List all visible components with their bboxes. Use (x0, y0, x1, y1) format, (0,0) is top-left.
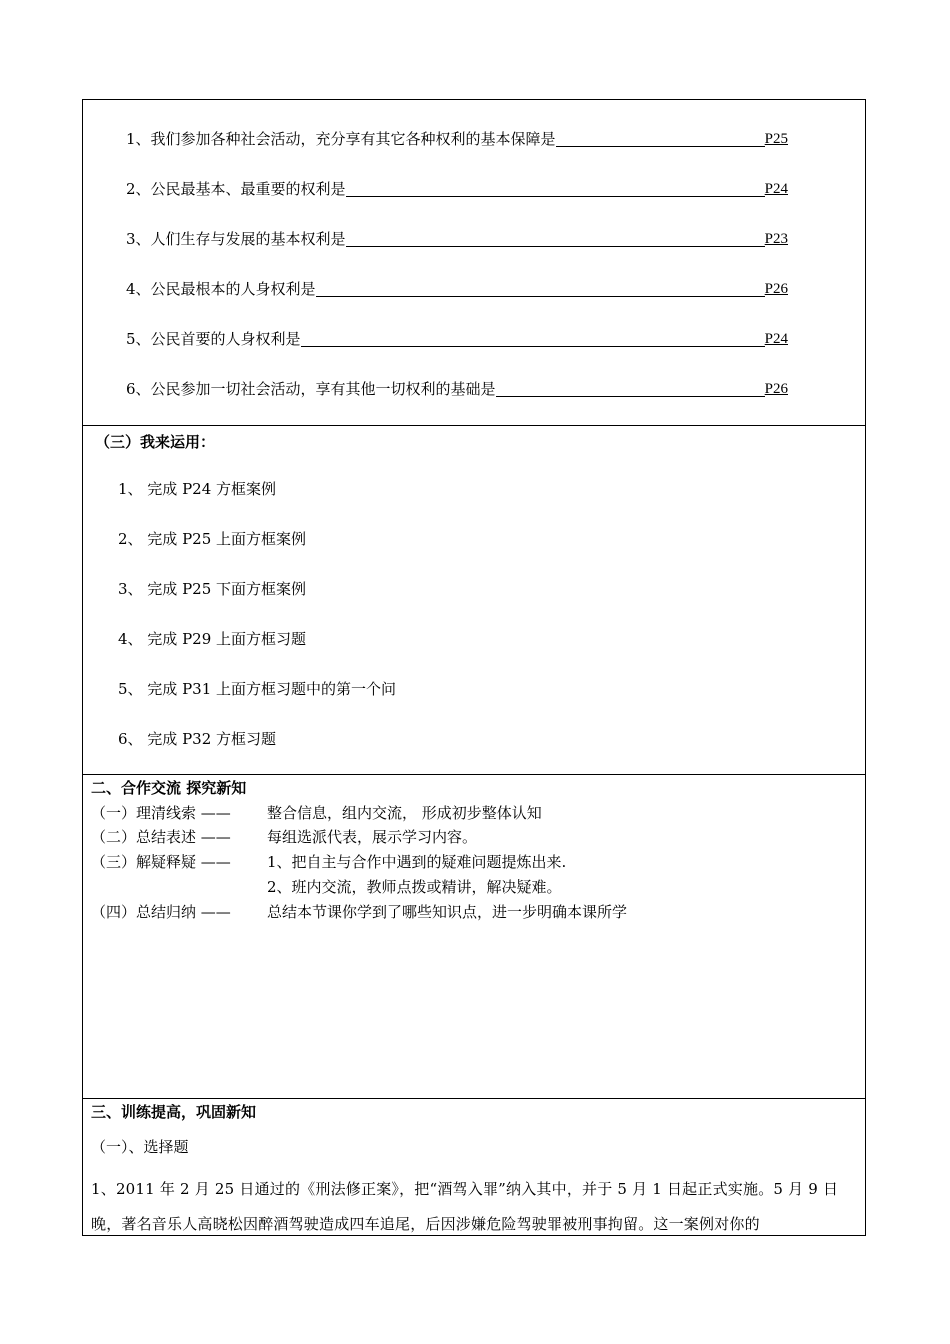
list-item: 3、 完成 P25 下面方框案例 (118, 580, 307, 598)
step-row: （三）解疑释疑 —— 1、把自主与合作中遇到的疑难问题提炼出来. (91, 853, 567, 871)
answer-blank[interactable] (556, 129, 765, 147)
list-item: 2、 完成 P25 上面方框案例 (118, 530, 307, 548)
answer-blank[interactable] (316, 279, 765, 297)
step-row: 2、班内交流，教师点拨或精讲，解决疑难。 (267, 878, 562, 896)
question-2: 2、公民最基本、最重要的权利是 P24 (126, 180, 788, 198)
question-5: 5、公民首要的人身权利是 P24 (126, 330, 788, 348)
list-item: 6、 完成 P32 方框习题 (118, 730, 277, 748)
question-6: 6、公民参加一切社会活动，享有其他一切权利的基础是 P26 (126, 380, 788, 398)
question-1: 1、我们参加各种社会活动，充分享有其它各种权利的基本保障是 P25 (126, 130, 788, 148)
worksheet-table (82, 99, 866, 1236)
list-item: 5、 完成 P31 上面方框习题中的第一个问 (118, 680, 397, 698)
question-4: 4、公民最根本的人身权利是 P26 (126, 280, 788, 298)
practice-section-cell (83, 1098, 865, 1237)
section-heading: （三）我来运用： (95, 433, 216, 451)
list-item: 1、 完成 P24 方框案例 (118, 480, 277, 498)
step-row: （四）总结归纳 —— 总结本节课你学到了哪些知识点，进一步明确本课所学 (91, 903, 628, 921)
list-item: 4、 完成 P29 上面方框习题 (118, 630, 307, 648)
step-row: （一）理清线索 —— 整合信息，组内交流， 形成初步整体认知 (91, 804, 542, 822)
cooperation-section-cell (83, 774, 865, 1098)
section-heading: 二、合作交流 探究新知 (91, 779, 247, 797)
question-3: 3、人们生存与发展的基本权利是 P23 (126, 230, 788, 248)
fill-in-questions-cell (83, 100, 865, 425)
apply-section-cell (83, 425, 865, 774)
step-row: （二）总结表述 —— 每组选派代表，展示学习内容。 (91, 828, 478, 846)
answer-blank[interactable] (301, 329, 765, 347)
answer-blank[interactable] (346, 229, 765, 247)
answer-blank[interactable] (496, 379, 765, 397)
answer-blank[interactable] (346, 179, 765, 197)
subheading: （一）、选择题 (91, 1138, 189, 1156)
question-paragraph: 1、2011 年 2 月 25 日通过的《刑法修正案》，把“酒驾入罪”纳入其中，并于 5 月 1 日起正式实施。5 月 9 日晚，著名音乐人高晓松因醉酒驾驶造成四车追尾，后因涉嫌危险驾驶罪被刑事拘留。这一案例对你的 (91, 1180, 839, 1233)
section-heading: 三、训练提高，巩固新知 (91, 1103, 257, 1121)
